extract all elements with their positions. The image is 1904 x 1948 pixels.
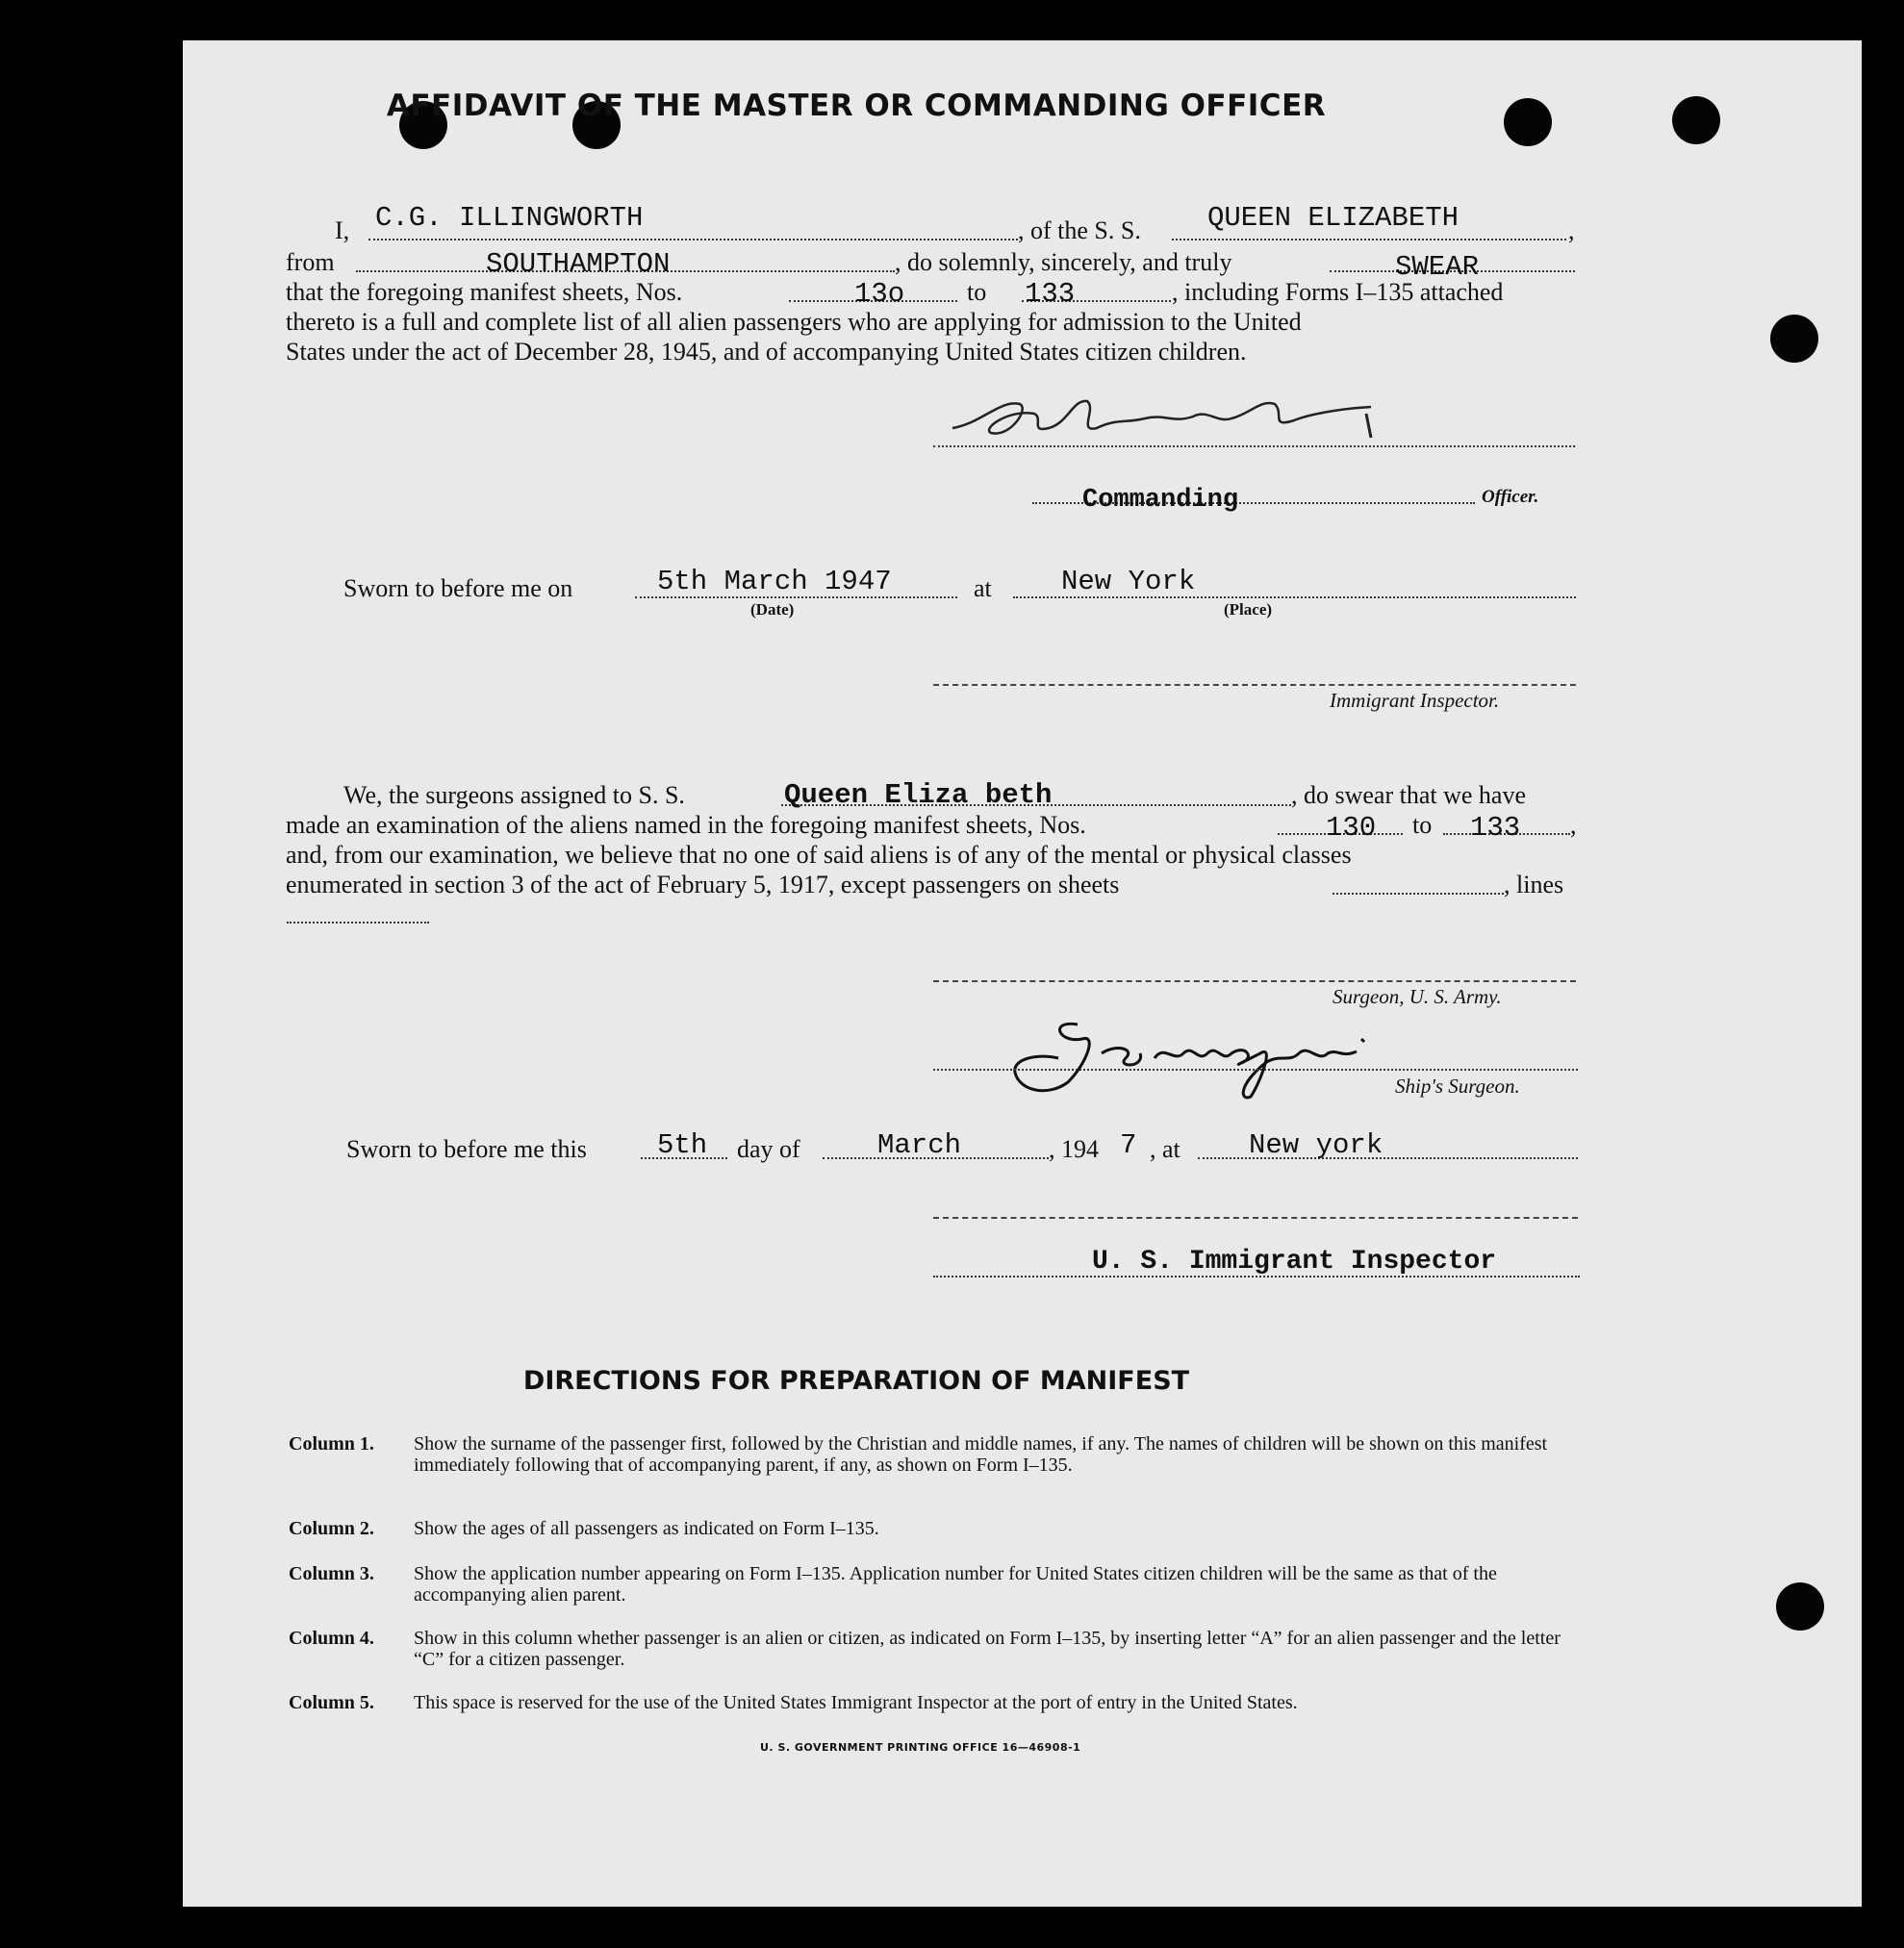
sworn-surgeon-place-value: New york xyxy=(1249,1129,1384,1161)
year-prefix: , 194 xyxy=(1049,1135,1099,1163)
from-label: from xyxy=(286,248,335,276)
sworn-day-value: 5th xyxy=(657,1129,708,1161)
direction-column-label: Column 5. xyxy=(289,1692,374,1713)
officer-label: Officer. xyxy=(1482,487,1539,507)
immigrant-inspector-label: Immigrant Inspector. xyxy=(1330,689,1500,712)
ship-name-line xyxy=(1172,239,1566,240)
affidavit-body-line: thereto is a full and complete list of all alien passengers who are applying for admission to the United xyxy=(286,308,1302,336)
sheet-from-value: 13o xyxy=(854,278,905,310)
sworn-place-value: New York xyxy=(1061,566,1196,597)
lines-blank-line xyxy=(287,922,429,923)
direction-column-label: Column 2. xyxy=(289,1518,374,1539)
solemnly-label: , do solemnly, sincerely, and truly xyxy=(895,248,1232,276)
surgeons-ship-value: Queen Eliza beth xyxy=(784,779,1053,811)
printing-office-footer: U. S. GOVERNMENT PRINTING OFFICE 16—46908-1 xyxy=(760,1741,1081,1754)
direction-item xyxy=(289,1433,1587,1497)
direction-item xyxy=(289,1518,1587,1539)
rank-value: Commanding xyxy=(1082,486,1239,515)
direction-item xyxy=(289,1692,1587,1734)
sworn-label: Sworn to before me on xyxy=(343,574,573,602)
date-caption: (Date) xyxy=(750,600,795,619)
sworn-date-value: 5th March 1947 xyxy=(657,566,892,597)
ship-name-value: QUEEN ELIZABETH xyxy=(1207,202,1460,234)
surgeons-line: , lines xyxy=(1504,871,1564,898)
direction-text: Show the ages of all passengers as indicated on Form I–135. xyxy=(414,1518,879,1539)
day-of-label: day of xyxy=(737,1135,800,1163)
sheet-to-value: 133 xyxy=(1025,278,1076,310)
surgeon-sheet-from-value: 130 xyxy=(1326,812,1377,844)
sworn-month-value: March xyxy=(877,1129,962,1161)
direction-text: Show the application number appearing on Form I–135. Application number for United States citizen children will be the same as that of the accompanying alien parent. xyxy=(414,1563,1497,1606)
army-surgeon-signature-line xyxy=(933,980,1576,982)
master-name-value: C.G. ILLINGWORTH xyxy=(375,202,644,234)
sheets-blank-line xyxy=(1333,893,1504,895)
us-inspector-signature-line xyxy=(933,1217,1578,1219)
punch-hole xyxy=(1770,315,1818,363)
surgeons-line: , do swear that we have xyxy=(1291,781,1527,809)
army-surgeon-label: Surgeon, U. S. Army. xyxy=(1333,985,1502,1008)
surgeons-line: made an examination of the aliens named in the foregoing manifest sheets, Nos. xyxy=(286,811,1086,839)
sworn-this-label: Sworn to before me this xyxy=(346,1135,587,1163)
oath-word-value: SWEAR xyxy=(1395,251,1480,283)
ship-surgeon-signature-line xyxy=(933,1069,1578,1071)
punch-hole xyxy=(1672,96,1720,144)
direction-column-label: Column 1. xyxy=(289,1433,374,1455)
direction-item xyxy=(289,1628,1587,1670)
from-port-value: SOUTHAMPTON xyxy=(486,248,671,280)
inspector-signature-line xyxy=(933,684,1576,686)
ship-surgeon-signature xyxy=(1010,1015,1434,1101)
punch-hole xyxy=(1776,1582,1824,1631)
surgeon-to-label: to xyxy=(1412,811,1433,839)
ship-surgeon-label: Ship's Surgeon. xyxy=(1395,1075,1520,1098)
affidavit-title: AFFIDAVIT OF THE MASTER OR COMMANDING OFFICER xyxy=(386,89,1327,123)
sworn-at-label: , at xyxy=(1150,1135,1180,1163)
surgeons-line: We, the surgeons assigned to S. S. xyxy=(343,781,685,809)
punch-hole xyxy=(1504,98,1552,146)
affidavit-body-line: States under the act of December 28, 1945, and of accompanying United States citizen children. xyxy=(286,338,1247,366)
at-label: at xyxy=(974,574,992,602)
comma: , xyxy=(1568,216,1575,244)
i-label: I, xyxy=(335,216,350,244)
master-name-line xyxy=(368,239,1018,240)
direction-item xyxy=(289,1563,1587,1606)
place-caption: (Place) xyxy=(1224,600,1273,619)
including-label: , including Forms I–135 attached xyxy=(1172,278,1504,306)
direction-text: Show the surname of the passenger first, followed by the Christian and middle names, if any. The names of children will be shown on this manifest immediately following that of accompanying parent, if any, as shown on Form I–135. xyxy=(414,1433,1548,1476)
direction-column-label: Column 4. xyxy=(289,1628,374,1649)
surgeon-sheet-to-value: 133 xyxy=(1470,812,1521,844)
direction-text: Show in this column whether passenger is an alien or citizen, as indicated on Form I–135, by inserting letter “A” for an alien passenger and the letter “C” for a citizen passenger. xyxy=(414,1628,1561,1670)
surgeons-line: enumerated in section 3 of the act of February 5, 1917, except passengers on sheets xyxy=(286,871,1120,898)
foregoing-label: that the foregoing manifest sheets, Nos. xyxy=(286,278,683,306)
directions-heading: DIRECTIONS FOR PREPARATION OF MANIFEST xyxy=(522,1366,1190,1396)
year-digit-value: 7 xyxy=(1120,1129,1137,1161)
to-label: to xyxy=(967,278,987,306)
direction-text: This space is reserved for the use of the United States Immigrant Inspector at the port of entry in the United States. xyxy=(414,1692,1298,1713)
surgeons-comma: , xyxy=(1570,811,1577,839)
direction-column-label: Column 3. xyxy=(289,1563,374,1584)
us-inspector-typed-value: U. S. Immigrant Inspector xyxy=(1092,1247,1497,1277)
master-signature-line xyxy=(933,445,1575,447)
surgeons-line: and, from our examination, we believe that no one of said aliens is of any of the mental or physical classes xyxy=(286,841,1352,869)
of-ss-label: , of the S. S. xyxy=(1018,216,1141,244)
